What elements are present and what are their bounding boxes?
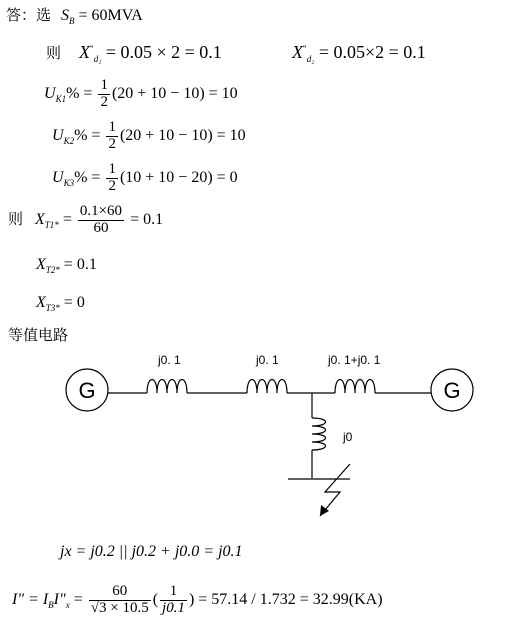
circuit-title: 等值电路: [8, 326, 69, 344]
uk3-sub: K3: [63, 177, 75, 188]
uk3-num: 1: [108, 161, 116, 177]
xd1-sup: ": [90, 44, 94, 54]
uk2-num: 1: [108, 119, 116, 135]
xt1-sub: T1*: [44, 219, 59, 230]
xt1-rest: = 0.1: [130, 210, 164, 228]
current-lhs-x-sub: x: [65, 599, 70, 610]
current-f1-num: 60: [89, 584, 151, 601]
xd2-sub: d₂: [306, 54, 315, 64]
current-frac-1: [89, 584, 151, 617]
xt3-line: $X_{T3*} = 0$: [36, 294, 85, 313]
uk3-den: 2: [108, 177, 116, 194]
inductor-4-icon: [312, 418, 326, 450]
uk3-pct: % =: [74, 168, 101, 186]
uk2-line: $U_{K2}\%$ = $\frac{1}{2}$ (20 + 10 − 10) = 10: [52, 119, 246, 152]
inductor-3-label: j0. 1+j0. 1: [328, 353, 381, 367]
generator-left-label: G: [78, 378, 96, 403]
xt3-rest: = 0: [63, 294, 85, 311]
xd1-sub: d₁: [93, 54, 102, 64]
uk1-pct: % =: [66, 84, 93, 102]
inductor-3-icon: [335, 380, 375, 394]
current-lhs: I" = I: [12, 590, 49, 608]
xt1-den: 60: [93, 219, 109, 236]
uk3-rest: (10 + 10 − 20) = 0: [119, 168, 238, 186]
inductor-2-label: j0. 1: [256, 353, 279, 367]
uk3-line: $U_{K3}\%$ = $\frac{1}{2}$ (10 + 10 − 20) = 0: [52, 161, 238, 194]
current-line: I" = $I_BI"_x$ = $\frac{60}{√3 \times 10.5}$ ( $\frac{1}{j0.1}$ ) = 57.14 / 1.732 = 32.99(KA): [12, 583, 383, 616]
uk1-rest: (20 + 10 − 10) = 10: [111, 84, 238, 102]
current-lhs-x: I": [53, 590, 66, 608]
xd1-var: X: [79, 42, 91, 62]
uk1-sub: K1: [55, 93, 67, 104]
inductor-2-icon: [247, 380, 287, 394]
xd2-sup: ": [303, 44, 307, 54]
xt3-sub: T3*: [45, 303, 60, 313]
uk2-pct: % =: [74, 126, 101, 144]
current-lhs-sub: B: [48, 599, 54, 610]
sb-sub: B: [69, 16, 75, 26]
xd1-expr: = 0.05 × 2 = 0.1: [105, 42, 222, 62]
uk2-den: 2: [108, 135, 116, 152]
xt1-num: 0.1×60: [79, 203, 123, 219]
sb-value: = 60MVA: [78, 7, 143, 24]
ze-label-2: 则: [8, 209, 24, 228]
current-frac-2: [160, 584, 187, 617]
xd2-var: X: [292, 42, 303, 62]
xt2-rest: = 0.1: [63, 256, 97, 273]
inductor-1-icon: [147, 380, 187, 394]
uk2-sub: K2: [63, 135, 75, 146]
uk1-num: 1: [100, 77, 108, 93]
current-f2-num: 1: [160, 584, 187, 601]
current-rest: = 57.14 / 1.732 = 32.99(KA): [198, 590, 383, 608]
xd2-expr: = 0.05×2 = 0.1: [318, 42, 426, 62]
current-f2-den: j0.1: [162, 599, 185, 616]
xt2-line: $X_{T2*} = 0.1$: [36, 256, 97, 275]
ze-label: 则: [46, 44, 62, 62]
current-f1-den: √3 × 10.5: [90, 599, 149, 616]
xt2-sub: T2*: [45, 265, 60, 275]
sb-var: S: [61, 7, 70, 24]
generator-right-label: G: [443, 378, 461, 403]
uk2-rest: (20 + 10 − 10) = 10: [119, 126, 246, 144]
jx-expression: jx = j0.2 || j0.2 + j0.0 = j0.1: [60, 543, 243, 560]
uk1-den: 2: [100, 93, 108, 110]
xt1-line: 则 $X_{T1*}$ = $\frac{0.1\times 60}{60}$ = 0.1: [8, 203, 164, 236]
inductor-4-label: j0: [343, 430, 353, 444]
answer-prefix: 答：选: [6, 6, 52, 24]
inductor-1-label: j0. 1: [158, 353, 181, 367]
uk1-line: $U_{K1}\%$ = $\frac{1}{2}$ (20 + 10 − 10) = 10: [44, 77, 238, 110]
